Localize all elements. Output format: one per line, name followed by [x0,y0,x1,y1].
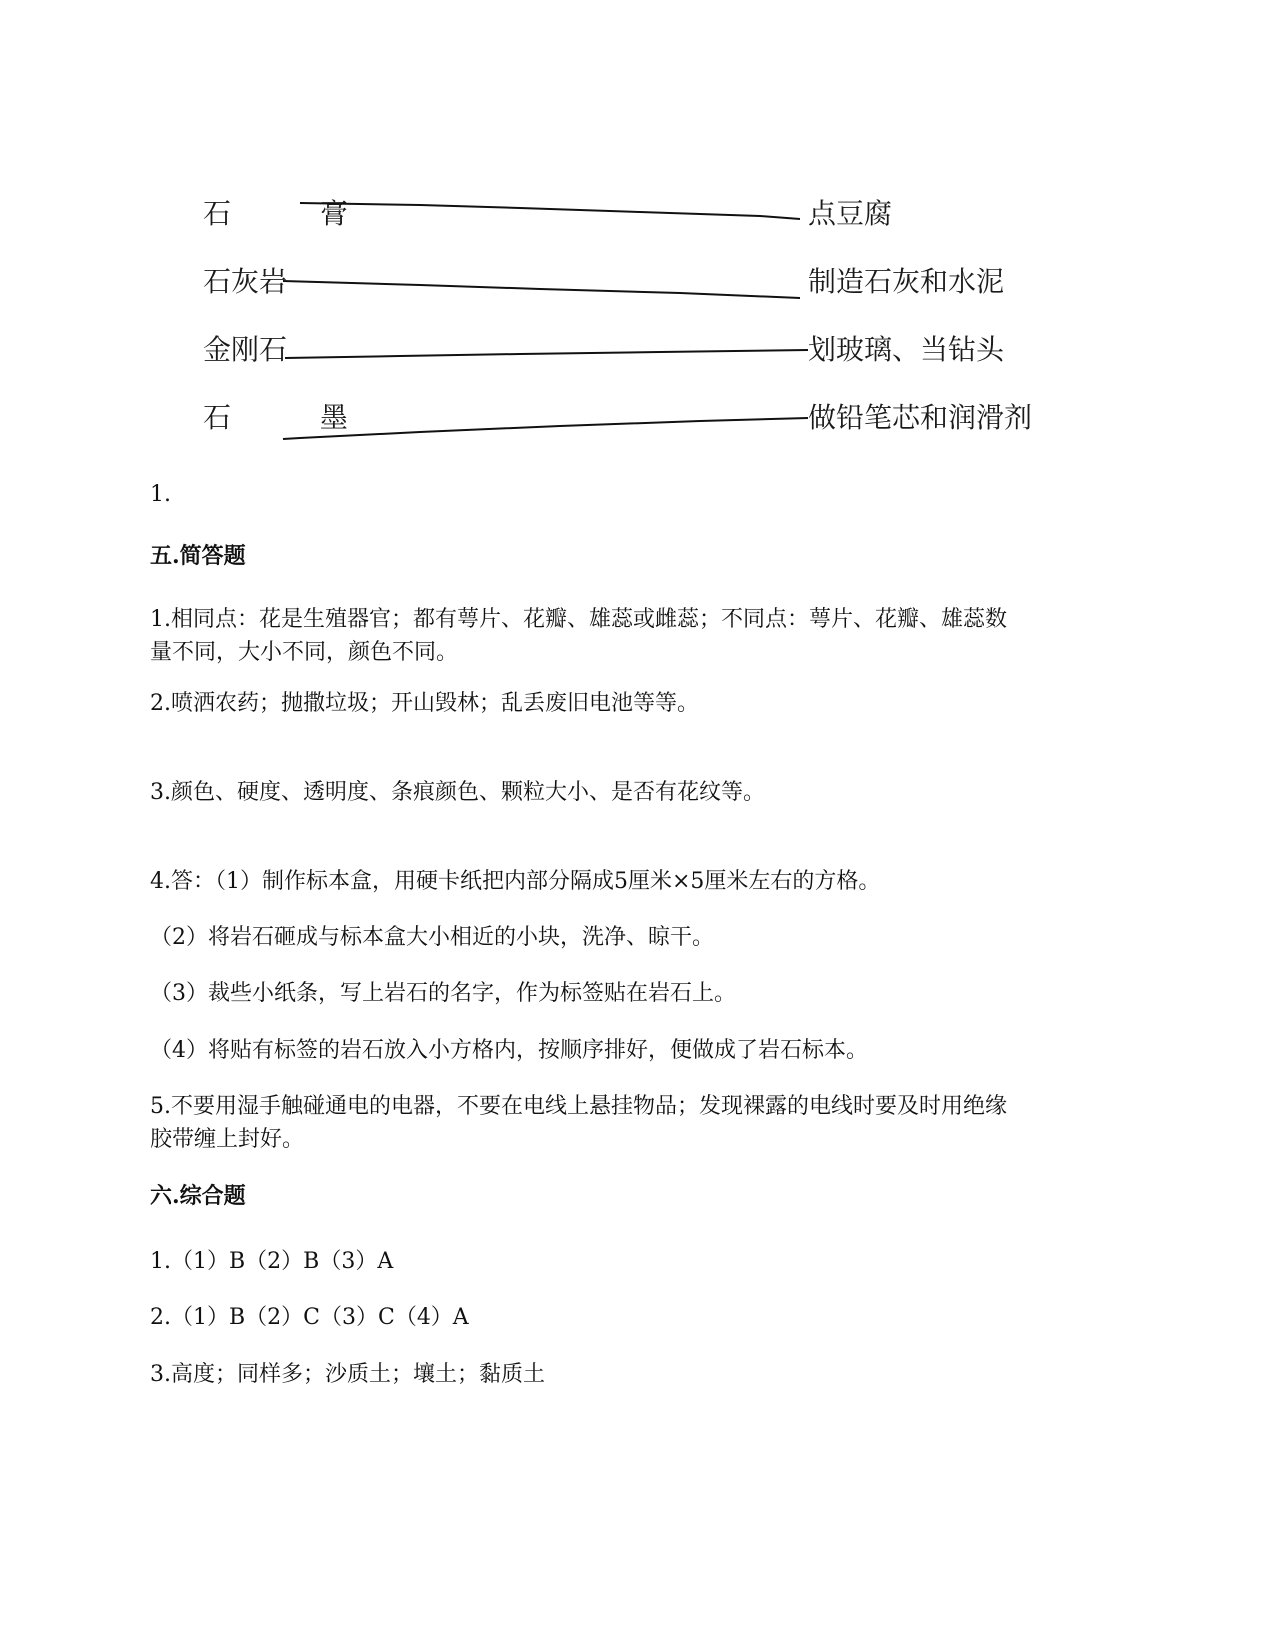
section-5-answer-4: 4.答：（1）制作标本盒，用硬卡纸把内部分隔成5厘米×5厘米左右的方格。 [150,869,881,894]
question-number: 1. [150,482,171,507]
match-left-1: 石 膏 [203,197,388,230]
section-5-answer-1: 1.相同点：花是生殖器官；都有萼片、花瓣、雄蕊或雌蕊；不同点：萼片、花瓣、雄蕊数 量不同，大小不同，颜色不同。 [150,607,1007,665]
section-6-title: 六.综合题 [150,1183,246,1209]
section-5-answer-3: 3.颜色、硬度、透明度、条痕颜色、颗粒大小、是否有花纹等。 [150,780,765,805]
match-right-2: 制造石灰和水泥 [808,265,1005,298]
match-line-2 [283,281,800,298]
match-left-4: 石 墨 [203,401,388,434]
match-right-3: 划玻璃、当钻头 [808,333,1005,366]
section-5-answer-2: 2.喷洒农药；抛撒垃圾；开山毁林；乱丢废旧电池等等。 [150,691,699,716]
section-5-answer-4-step-2: （2）将岩石砸成与标本盒大小相近的小块，洗净、晾干。 [150,925,714,950]
section-5-title: 五.简答题 [150,543,246,569]
match-left-3: 金刚石 [203,333,288,366]
matching-exercise [0,0,1275,460]
section-6-answer-3: 3.高度；同样多；沙质土；壤土；黏质土 [150,1362,545,1387]
section-5-answer-4-step-3: （3）裁些小纸条，写上岩石的名字，作为标签贴在岩石上。 [150,981,736,1006]
match-right-4: 做铅笔芯和润滑剂 [808,401,1033,434]
match-left-2: 石灰岩 [203,265,288,298]
section-5-answer-4-step-4: （4）将贴有标签的岩石放入小方格内，按顺序排好，便做成了岩石标本。 [150,1038,868,1063]
section-6-answer-1: 1.（1）B（2）B（3）A [150,1249,394,1274]
section-6-answer-2: 2.（1）B（2）C（3）C（4）A [150,1305,469,1330]
section-5-answer-5: 5.不要用湿手触碰通电的电器，不要在电线上悬挂物品；发现裸露的电线时要及时用绝缘 胶带缠上封好。 [150,1094,1007,1152]
matching-lines [0,0,1275,460]
match-right-1: 点豆腐 [808,197,893,230]
match-line-3 [285,350,808,358]
